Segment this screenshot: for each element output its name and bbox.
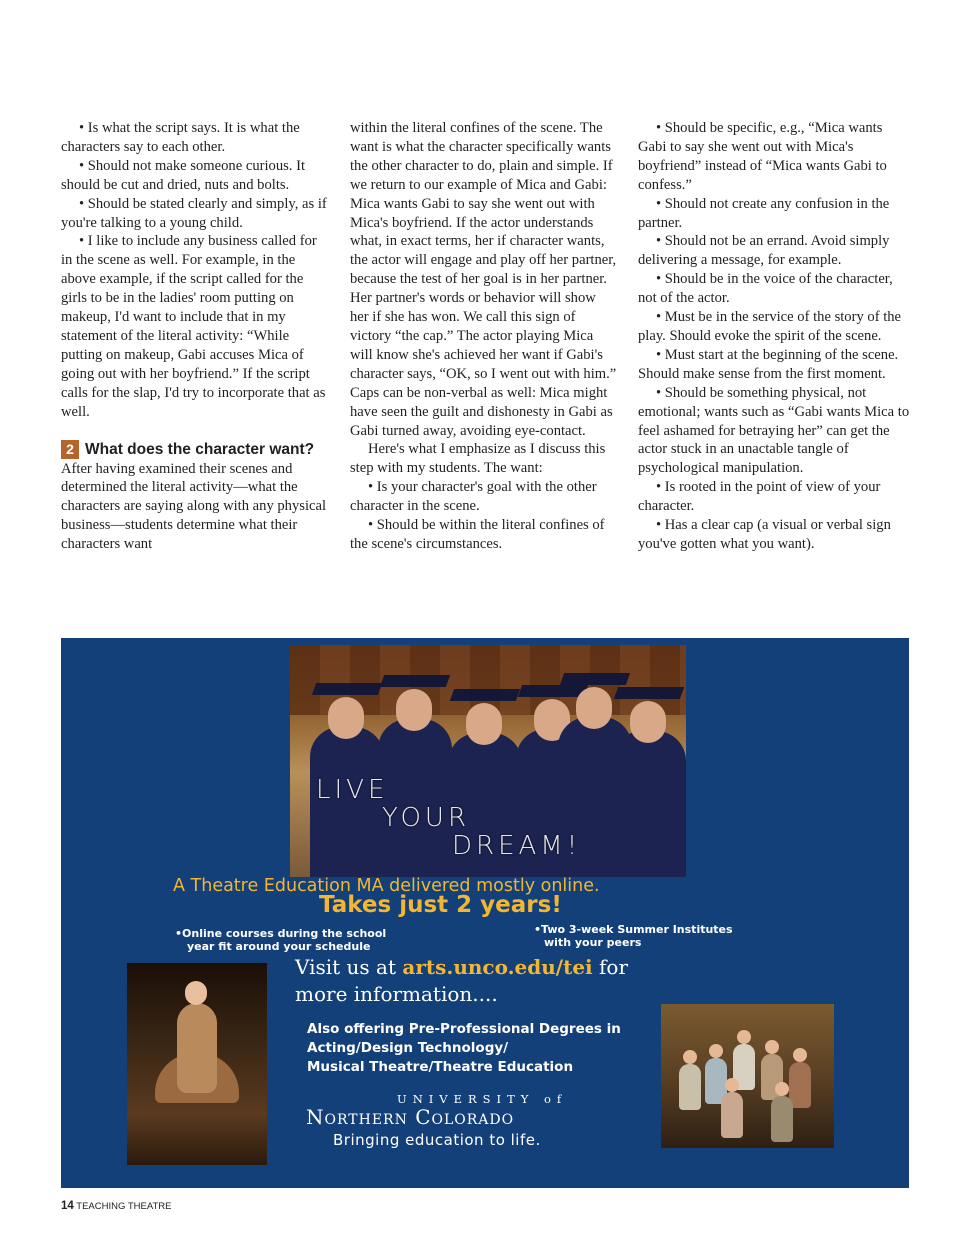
section-number-badge: 2 — [61, 440, 79, 459]
paragraph: • Is your character's goal with the other character in the scene. — [350, 479, 597, 515]
ad-website-link[interactable]: arts.unco.edu/tei — [402, 955, 593, 979]
paragraph: • I like to include any business called for in the scene as well. For example, in the above example, if the script called for the girls to be in the ladies' room putting on makeup, I'd want to include that in my statement of the literal activity: “While putting on makeup, Gabi accuses Mica of going out with her boyfriend.” If the script calls for the slap, I'd try to incorporate that as well. — [61, 233, 326, 420]
paragraph: • Should not make someone curious. It should be cut and dried, nuts and bolts. — [61, 157, 306, 193]
ad-headline: Takes just 2 years! — [319, 892, 562, 918]
paragraph: • Should be stated clearly and simply, as if you're talking to a young child. — [61, 195, 327, 231]
article-column-2 — [350, 119, 618, 554]
paragraph: • Should be something physical, not emotional; wants such as “Gabi wants Mica to feel ashamed for betraying her” can get the actor stuck in an unactable tangle of psychological manipulation. — [638, 384, 910, 477]
paragraph: • Is rooted in the point of view of your character. — [638, 479, 881, 515]
musical-cast-photo — [661, 1004, 834, 1148]
photo-caption-dream: DREAM! — [452, 831, 582, 861]
paragraph: • Should be within the literal confines of the scene's circumstances. — [350, 517, 605, 552]
paragraph: • Should not create any confusion in the partner. — [638, 195, 890, 231]
paragraph: • Must start at the beginning of the scene. Should make sense from the first moment. — [638, 346, 899, 382]
section-heading-text: What does the character want? — [85, 440, 315, 458]
page-number: 14 — [61, 1200, 74, 1212]
graduates-photo — [290, 645, 686, 877]
dancer-photo — [127, 963, 267, 1165]
section-heading — [61, 440, 329, 460]
paragraph: • Is what the script says. It is what the characters say to each other. — [61, 120, 300, 155]
paragraph: • Has a clear cap (a visual or verbal sign you've gotten what you want). — [638, 517, 891, 552]
university-logo-small: UNIVERSITY of — [397, 1092, 568, 1106]
ad-bullet-online: •Online courses during the school year fit around your schedule — [175, 927, 387, 953]
paragraph: After having examined their scenes and determined the literal activity—what the characters are saying along with any physical business—students determine what their characters want — [61, 460, 327, 553]
ad-visit-text: Visit us at arts.unco.edu/tei for more information.... — [295, 955, 629, 1006]
article-column-1 — [61, 119, 329, 554]
advertisement — [61, 638, 909, 1188]
paragraph: • Should be specific, e.g., “Mica wants Gabi to say she went out with Mica's boyfriend” instead of “Mica wants Gabi to confess.” — [638, 120, 887, 193]
ad-tagline: A Theatre Education MA delivered mostly online. — [173, 876, 600, 896]
paragraph: Here's what I emphasize as I discuss this step with my students. The want: — [350, 441, 606, 477]
article-column-3 — [638, 119, 910, 554]
paragraph: • Should not be an errand. Avoid simply delivering a message, for example. — [638, 233, 890, 269]
paragraph: • Should be in the voice of the character, not of the actor. — [638, 271, 893, 307]
photo-caption-live: LIVE — [316, 775, 389, 805]
university-slogan: Bringing education to life. — [333, 1131, 541, 1149]
paragraph: • Must be in the service of the story of the play. Should evoke the spirit of the scene. — [638, 309, 902, 344]
paragraph: within the literal confines of the scene. The want is what the character specifically wants the other character to do, plain and simple. If we return to our example of Mica and Gabi: Mica wants Gabi to say she went out with Mica's boyfriend. If the actor understands what, in exact terms, her if character wants, the actor will engage and play off her partner, because the test of her goal is in her partner. Her partner's words or behavior will show her if she has won. We call this sign of victory “the cap.” The actor playing Mica will know she's achieved her want if Gabi's character says, “OK, so I went out with him.” Caps can be non-verbal as well: Mica might have seen the guilt and dishonesty in Gabi as Gabi turned away, avoiding eye-contact. — [350, 120, 617, 439]
ad-bullet-summer: •Two 3-week Summer Institutes with your peers — [534, 923, 733, 949]
ad-degrees-offer: Also offering Pre-Professional Degrees in Acting/Design Technology/ Musical Theatre/Theatre Education — [307, 1021, 621, 1075]
graduate-figure — [612, 731, 686, 877]
graduate-figure — [378, 719, 452, 877]
publication-name: TEACHING THEATRE — [76, 1201, 172, 1212]
university-logo-name: Northern Colorado — [306, 1105, 515, 1129]
photo-caption-your: YOUR — [382, 803, 471, 833]
page-footer — [61, 1200, 171, 1212]
